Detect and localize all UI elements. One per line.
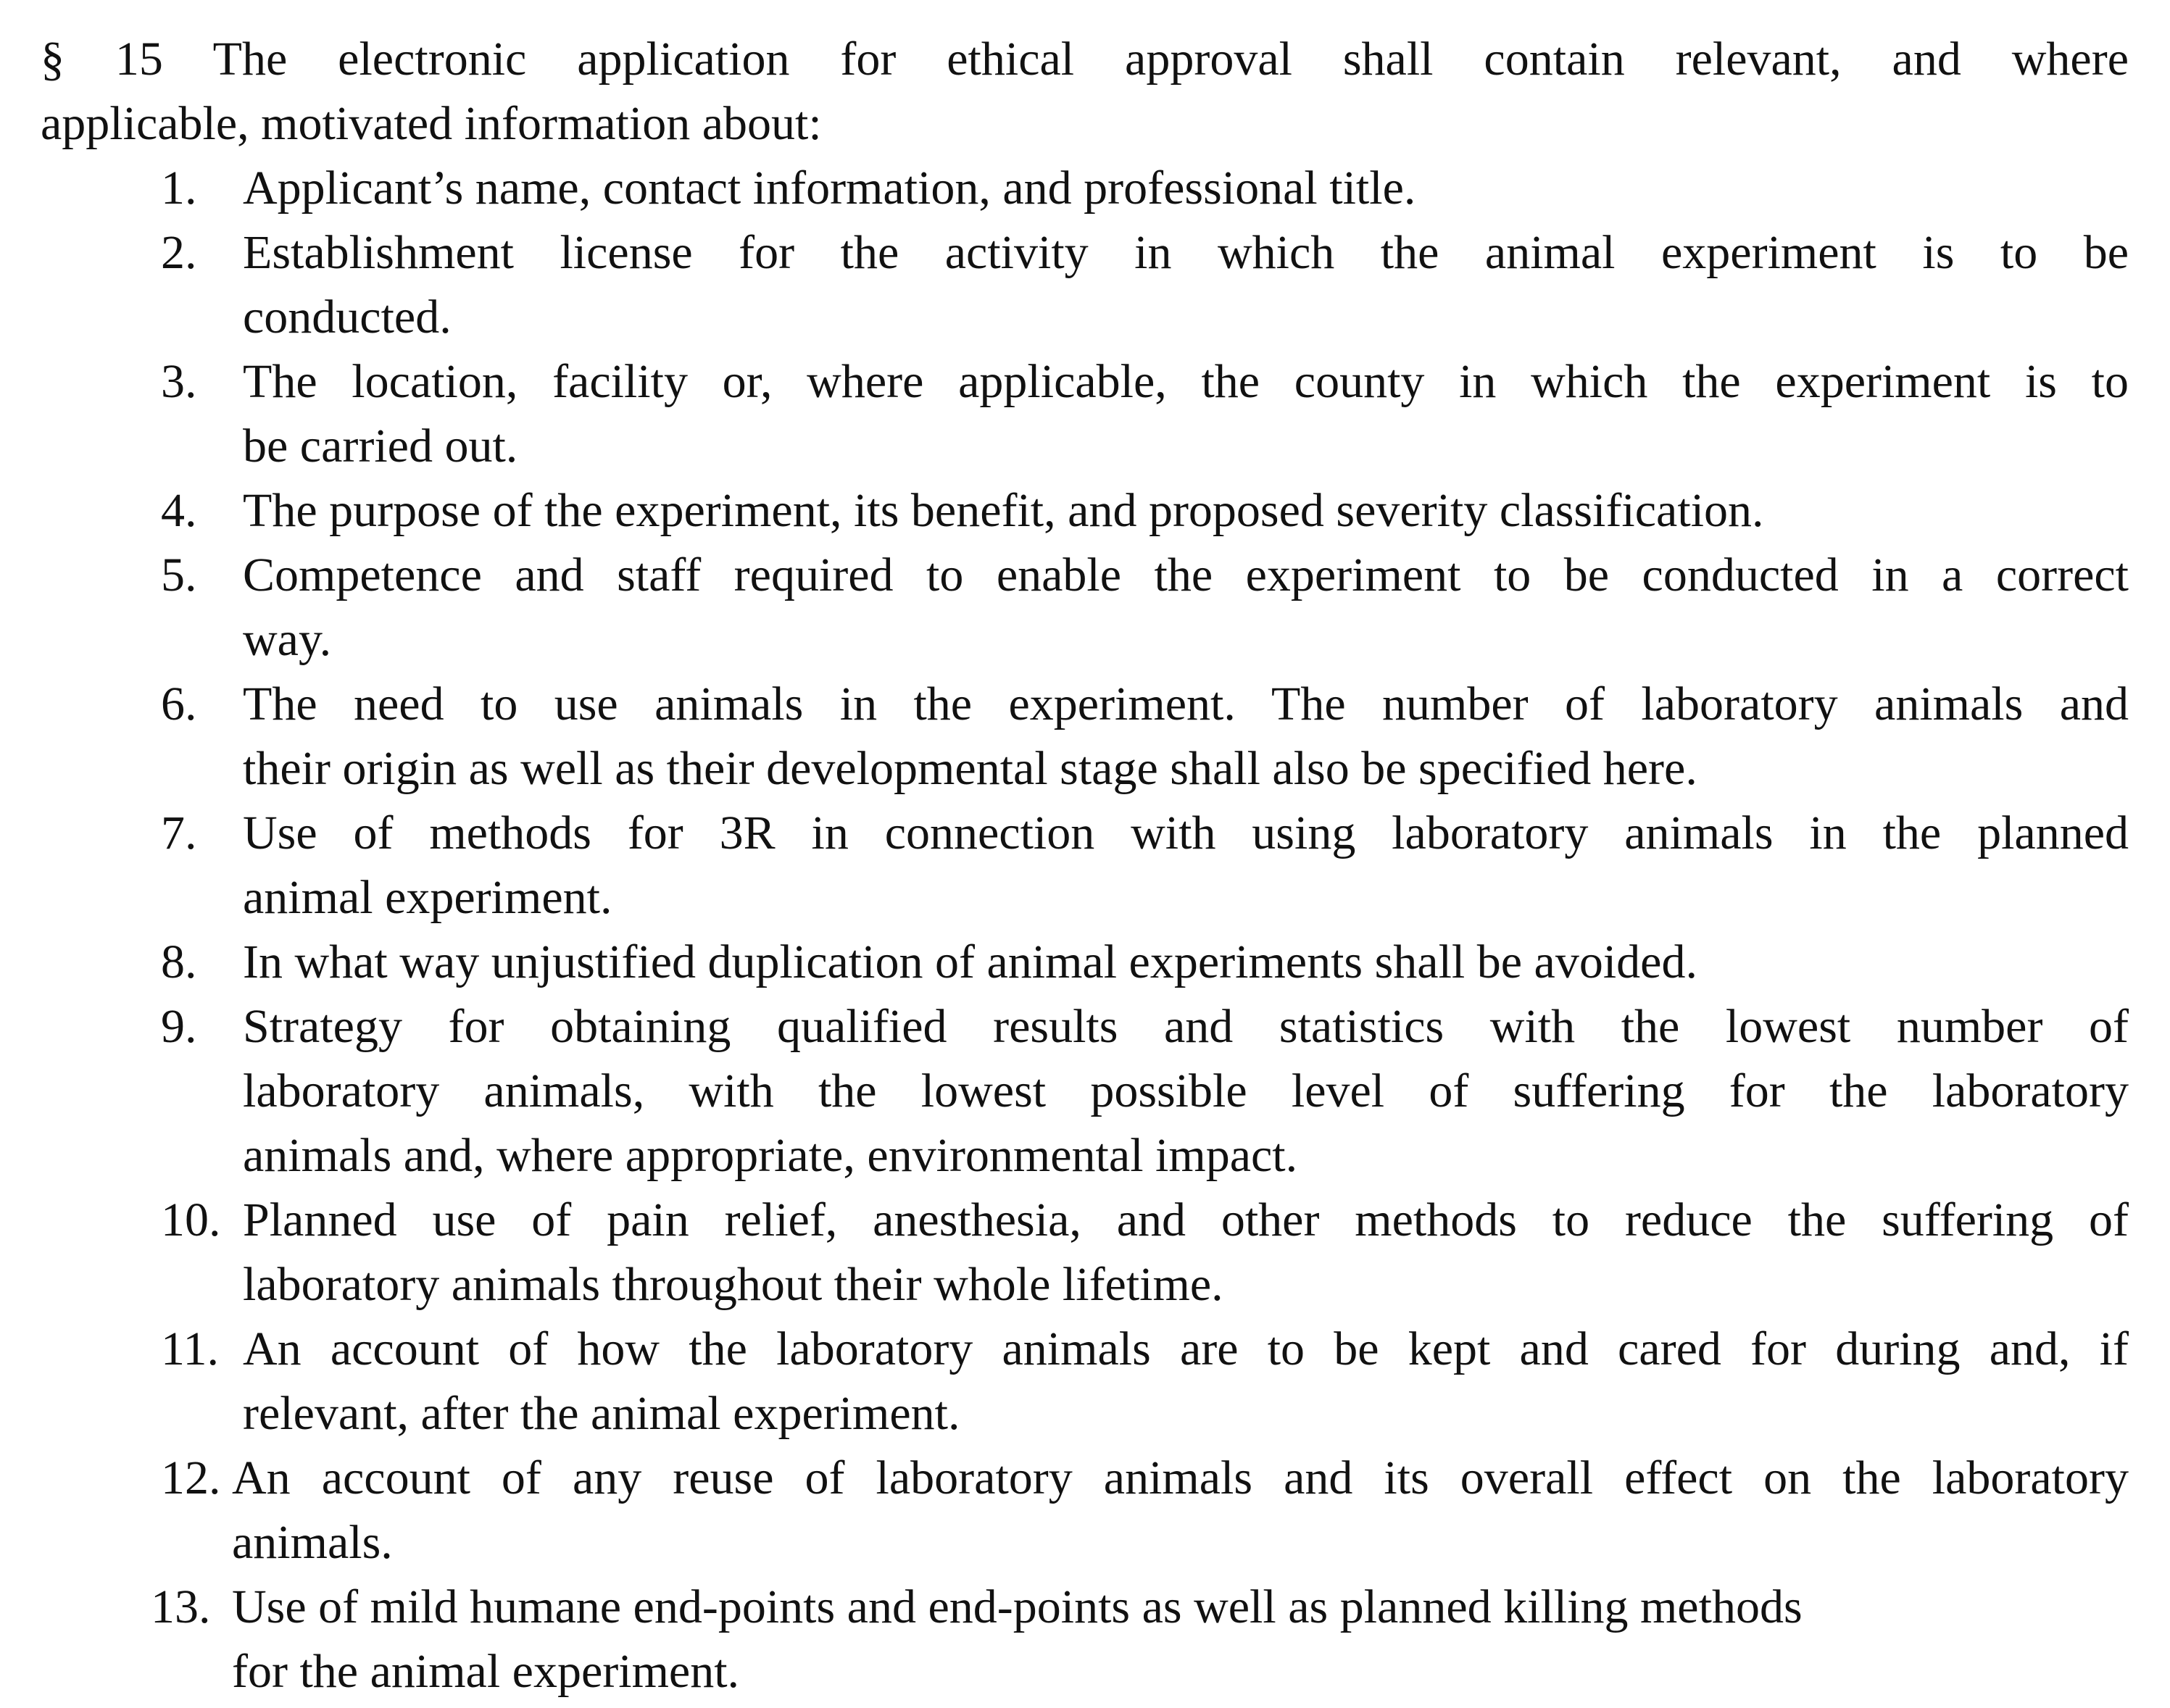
list-item xyxy=(0,1446,2170,1575)
list-item xyxy=(0,930,2170,994)
list-item-text: Use of methods for 3R in connection with using laboratory animals in the planned xyxy=(243,807,2129,859)
list-item-text: animals. xyxy=(232,1516,393,1569)
list-item-text: their origin as well as their developmental stage shall also be specified here. xyxy=(243,742,1697,795)
list-item-text: An account of how the laboratory animals are to be kept and cared for during and, if xyxy=(243,1322,2129,1375)
list-item-text: Competence and staff required to enable the experiment to be conducted in a correct xyxy=(243,549,2129,601)
list-item xyxy=(0,543,2170,672)
list-item-number: 3. xyxy=(161,355,197,408)
list-item-text: Applicant’s name, contact information, and professional title. xyxy=(243,162,1416,214)
list-item-number: 6. xyxy=(161,678,197,730)
list-item-number: 10. xyxy=(161,1193,221,1246)
list-item-text: laboratory animals throughout their whole lifetime. xyxy=(243,1258,1223,1311)
list-item xyxy=(0,1575,2170,1704)
list-item-text: Strategy for obtaining qualified results and statistics with the lowest number of xyxy=(243,1000,2129,1053)
list-item xyxy=(0,349,2170,478)
list-item-text: animals and, where appropriate, environmental impact. xyxy=(243,1129,1298,1182)
list-item-text: laboratory animals, with the lowest possible level of suffering for the laboratory xyxy=(243,1065,2129,1117)
list-item-number: 7. xyxy=(161,807,197,859)
list-item-number: 13. xyxy=(151,1580,211,1633)
list-item-text: conducted. xyxy=(243,291,452,343)
list-item-text: Planned use of pain relief, anesthesia, and other methods to reduce the suffering of xyxy=(243,1193,2129,1246)
requirements-list xyxy=(0,156,2170,1704)
document xyxy=(0,27,2170,1704)
list-item xyxy=(0,1188,2170,1317)
list-item xyxy=(0,156,2170,220)
list-item xyxy=(0,994,2170,1188)
list-item-text: In what way unjustified duplication of animal experiments shall be avoided. xyxy=(243,936,1697,988)
list-item-text: The location, facility or, where applicable, the county in which the experiment is to xyxy=(243,355,2129,408)
list-item-text: way. xyxy=(243,613,332,666)
list-item-text: Use of mild humane end-points and end-points as well as planned killing methods xyxy=(232,1580,1803,1633)
list-item-number: 4. xyxy=(161,484,197,537)
list-item-number: 8. xyxy=(161,936,197,988)
list-item-text: The need to use animals in the experiment. The number of laboratory animals and xyxy=(243,678,2129,730)
section-intro-line: § 15 The electronic application for ethical approval shall contain relevant, and where xyxy=(41,33,2129,86)
list-item-text: The purpose of the experiment, its benefit, and proposed severity classification. xyxy=(243,484,1764,537)
list-item-text: relevant, after the animal experiment. xyxy=(243,1387,960,1440)
list-item xyxy=(0,801,2170,930)
list-item xyxy=(0,672,2170,801)
list-item-text: be carried out. xyxy=(243,420,518,472)
section-intro-line: applicable, motivated information about: xyxy=(41,97,822,150)
list-item-text: Establishment license for the activity in which the animal experiment is to be xyxy=(243,226,2129,279)
list-item-number: 5. xyxy=(161,549,197,601)
list-item-text: An account of any reuse of laboratory animals and its overall effect on the laboratory xyxy=(232,1451,2129,1504)
list-item-number: 12. xyxy=(161,1451,221,1504)
list-item-number: 11. xyxy=(161,1322,220,1375)
list-item xyxy=(0,220,2170,349)
list-item-text: animal experiment. xyxy=(243,871,612,924)
list-item xyxy=(0,1317,2170,1446)
list-item-number: 1. xyxy=(161,162,197,214)
section-intro xyxy=(0,27,2170,156)
list-item-text: for the animal experiment. xyxy=(232,1645,740,1698)
list-item-number: 9. xyxy=(161,1000,197,1053)
list-item-number: 2. xyxy=(161,226,197,279)
list-item xyxy=(0,478,2170,543)
